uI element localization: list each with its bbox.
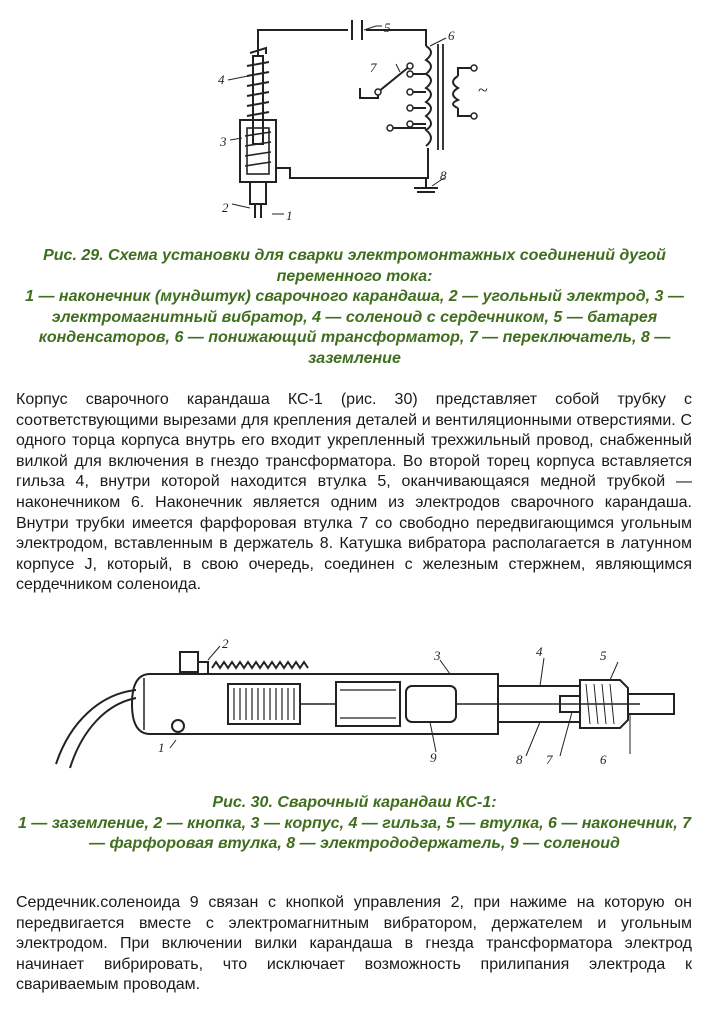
figure-label: 7 xyxy=(546,752,553,767)
figure-label: 4 xyxy=(218,72,225,87)
figure-label: 6 xyxy=(600,752,607,767)
power-cable xyxy=(56,690,136,768)
switch-pivot xyxy=(375,89,381,95)
figure-label: 4 xyxy=(536,644,543,659)
vibrator-coil xyxy=(245,132,271,166)
switch-contact xyxy=(407,121,413,127)
ac-symbol: ~ xyxy=(478,80,488,100)
figure-label: 6 xyxy=(448,28,455,43)
welding-pencil-drawing xyxy=(40,632,680,792)
ac-terminal xyxy=(471,65,477,71)
figure-label: 1 xyxy=(158,740,165,755)
caption-title: Рис. 30. Сварочный карандаш КС-1: xyxy=(212,794,497,811)
ground-symbol xyxy=(414,188,438,192)
figure-label: 2 xyxy=(222,200,229,215)
transformer-core xyxy=(438,44,443,150)
solenoid xyxy=(406,686,456,722)
vibrator-coil xyxy=(234,688,294,720)
transformer-primary xyxy=(426,46,431,146)
spring xyxy=(212,662,308,668)
figure-label: 5 xyxy=(600,648,607,663)
caption-legend: 1 — заземление, 2 — кнопка, 3 — корпус, 4 — гильза, 5 — втулка, 6 — наконечник, 7 — фарфоровая втулка, 8 — электрододержатель, 9 — соленоид xyxy=(17,814,692,852)
ac-terminal xyxy=(471,113,477,119)
pencil-tip xyxy=(250,182,266,204)
figure-label: 9 xyxy=(430,750,437,765)
caption-title: Рис. 29. Схема установки для сварки электромонтажных соединений дугой переменного тока: xyxy=(43,247,666,285)
figure-30-caption xyxy=(12,793,697,855)
vibrator-housing xyxy=(240,120,276,182)
switch-contact xyxy=(407,71,413,77)
capacitor xyxy=(352,20,362,40)
figure-label: 3 xyxy=(434,648,441,663)
caption-legend: 1 — наконечник (мундштук) сварочного карандаша, 2 — угольный электрод, 3 — электромагнитный вибратор, 4 — соленоид с сердечником, 5 — батарея конденсаторов, 6 — понижающий трансформатор, 7 — переключатель, 8 — заземление xyxy=(25,288,684,367)
control-button xyxy=(180,652,198,672)
figure-label: 7 xyxy=(370,60,377,75)
transformer-secondary xyxy=(453,76,458,108)
figure-label: 2 xyxy=(222,636,229,651)
ground-screw xyxy=(172,720,184,732)
figure-29-caption xyxy=(12,246,697,369)
figure-label: 8 xyxy=(516,752,523,767)
switch-contact xyxy=(407,63,413,69)
switch-contact xyxy=(387,125,393,131)
switch-contact xyxy=(407,105,413,111)
figure-label: 3 xyxy=(220,134,227,149)
carbon-electrode xyxy=(255,204,261,218)
figure-label: 5 xyxy=(384,20,391,35)
solenoid-coil xyxy=(247,62,269,116)
body-paragraph: Корпус сварочного карандаша КС-1 (рис. 30) представляет собой трубку с соответствующими вырезами для крепления деталей и вентиляционными отверстиями. С одного торца корпуса внутрь его входит укрепленный трехжильный провод, снабженный вилкой для включения в гнездо трансформатора. Во второй торец корпуса вставляется гильза 4, внутри которой находится втулка 5, оканчивающаяся медной трубкой — наконечником 6. Наконечник является одним из электродов сварочного карандаша. Внутри трубки имеется фарфоровая втулка 7 со свободно передвигающимся угольным электродом, вставленным в держатель 8. Катушка вибратора располагается в латунном корпусе J, который, в свою очередь, соединен с железным стержнем, являющимся сердечником соленоида. xyxy=(16,391,692,594)
welding-circuit-diagram xyxy=(200,8,500,230)
switch-lever xyxy=(378,66,410,92)
solenoid-rod xyxy=(253,56,263,144)
figure-label: 8 xyxy=(440,168,447,183)
switch-contact xyxy=(407,89,413,95)
body-paragraph: Сердечник.соленоида 9 связан с кнопкой управления 2, при нажиме на которую он передвигается вместе с электромагнитным вибратором, держателем и угольным электродом. При включении вилки карандаша в гнезда трансформатора электрод начинает вибрировать, что исключает возможность прилипания электрода к свариваемым проводам. xyxy=(16,894,692,994)
figure-label: 1 xyxy=(286,208,293,223)
